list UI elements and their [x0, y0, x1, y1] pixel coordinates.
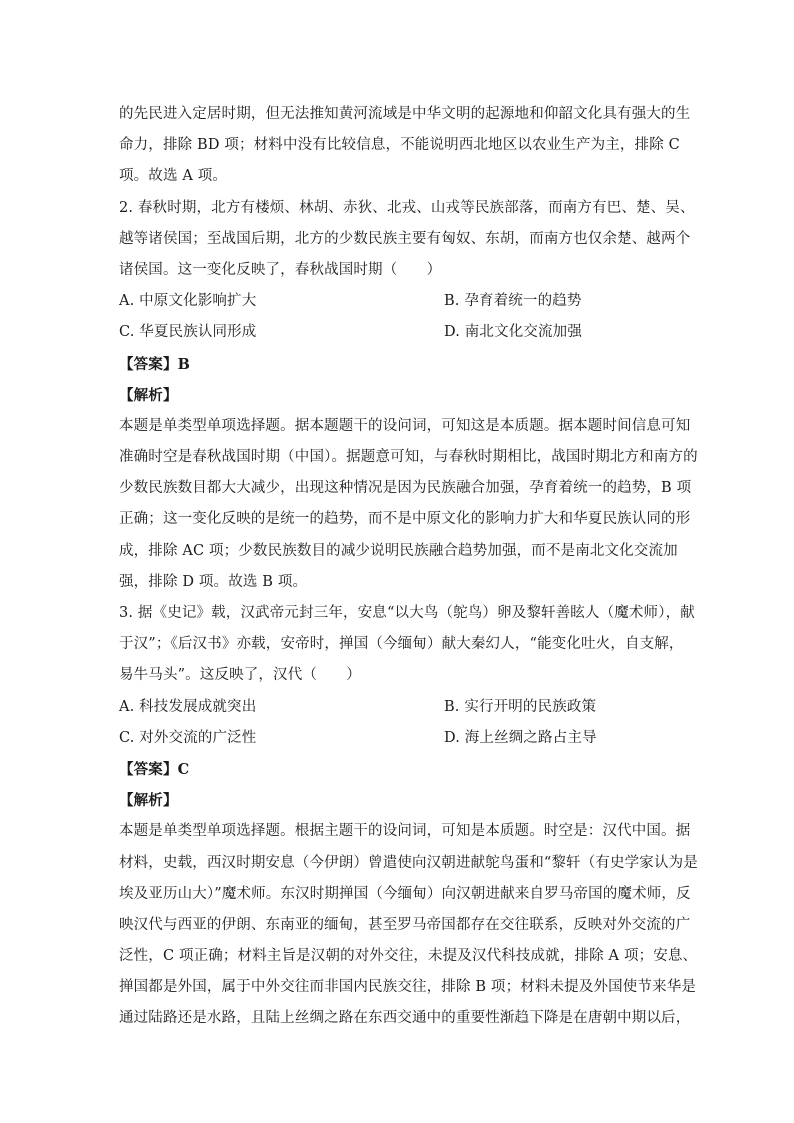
question-3-option-b: B. 实行开明的民族政策 [444, 698, 597, 715]
question-2-analysis-line: 本题是单类型单项选择题。据本题题干的设问词，可知这是本质题。据本题时间信息可知 [119, 417, 691, 434]
question-2-stem-line: 2. 春秋时期，北方有楼烦、林胡、赤狄、北戎、山戎等民族部落，而南方有巴、楚、吴、 [119, 199, 695, 216]
text-line: 项。故选 A 项。 [119, 168, 228, 185]
question-3-analysis-line: 泛性，C 项正确；材料主旨是汉朝的对外交往，未提及汉代科技成就，排除 A 项；安息、 [119, 948, 698, 965]
question-3-stem-line: 易牛马头”。这反映了，汉代（ ） [119, 667, 361, 684]
question-3-analysis-line: 材料，史载，西汉时期安息（今伊朗）曾遣使向汉朝进献鸵鸟蛋和“黎轩（有史学家认为是 [119, 854, 698, 871]
question-3-analysis-line: 本题是单类型单项选择题。根据主题干的设问词，可知是本质题。时空是：汉代中国。据 [119, 823, 691, 840]
question-2-option-d: D. 南北文化交流加强 [444, 324, 582, 341]
question-3-stem-line: 于汉”；《后汉书》亦载，安帝时，掸国（今缅甸）献大秦幻人，“能变化吐火，自支解， [119, 636, 684, 653]
question-2-option-b: B. 孕育着统一的趋势 [444, 293, 582, 310]
question-2-options-row [119, 286, 679, 317]
question-3-stem-line: 3. 据《史记》载，汉武帝元封三年，安息“以大鸟（鸵鸟）卵及黎轩善眩人（魔术师），献 [119, 605, 695, 621]
question-3-analysis-line: 埃及亚历山大）”魔术师。东汉时期掸国（今缅甸）向汉朝进献来自罗马帝国的魔术师，反 [119, 885, 691, 902]
question-3-option-a: A. 科技发展成就突出 [119, 698, 257, 715]
question-2-analysis-line: 少数民族数目都大大减少，出现这种情况是因为民族融合加强，孕育着统一的趋势，B 项 [119, 480, 692, 497]
question-2-analysis-label: 【解析】 [119, 386, 178, 404]
question-2-analysis-line: 强，排除 D 项。故选 B 项。 [119, 573, 308, 590]
question-3-option-d: D. 海上丝绸之路占主导 [444, 729, 597, 746]
text-line: 命力，排除 BD 项；材料中没有比较信息，不能说明西北地区以农业生产为主，排除 C [119, 137, 680, 154]
question-3-analysis-line: 通过陆路还是水路，且陆上丝绸之路在东西交通中的重要性渐趋下降是在唐朝中期以后， [119, 1010, 691, 1027]
question-2-stem-line: 越等诸侯国；至战国后期，北方的少数民族主要有匈奴、东胡，而南方也仅余楚、越两个 [119, 230, 691, 247]
question-2-analysis-line: 正确；这一变化反映的是统一的趋势，而不是中原文化的影响力扩大和华夏民族认同的形 [119, 511, 691, 528]
question-3-analysis-line: 映汉代与西亚的伊朗、东南亚的缅甸，甚至罗马帝国都存在交往联系，反映对外交流的广 [119, 916, 691, 933]
question-2-option-c: C. 华夏民族认同形成 [119, 324, 257, 341]
document-body [119, 99, 698, 1035]
text-line: 的先民进入定居时期，但无法推知黄河流域是中华文明的起源地和仰韶文化具有强大的生 [119, 106, 691, 122]
question-3-option-c: C. 对外交流的广泛性 [119, 729, 257, 746]
question-2-options-row [119, 317, 679, 348]
question-3-analysis-label: 【解析】 [119, 792, 178, 810]
question-2-option-a: A. 中原文化影响扩大 [119, 293, 257, 310]
question-2-analysis-line: 成，排除 AC 项；少数民族数目的减少说明民族融合趋势加强，而不是南北文化交流加 [119, 542, 678, 559]
question-2-stem-line: 诸侯国。这一变化反映了，春秋战国时期（ ） [119, 261, 442, 278]
question-2-analysis-line: 准确时空是春秋战国时期（中国）。据题意可知，与春秋时期相比，战国时期北方和南方的 [119, 449, 698, 466]
question-3-options-row [119, 723, 679, 754]
question-2-answer: 【答案】B [119, 355, 191, 373]
question-3-analysis-line: 掸国都是外国，属于中外交往而非国内民族交往，排除 B 项；材料未提及外国使节来华是 [119, 979, 697, 996]
question-3-answer: 【答案】C [119, 760, 190, 778]
question-3-options-row [119, 692, 679, 723]
